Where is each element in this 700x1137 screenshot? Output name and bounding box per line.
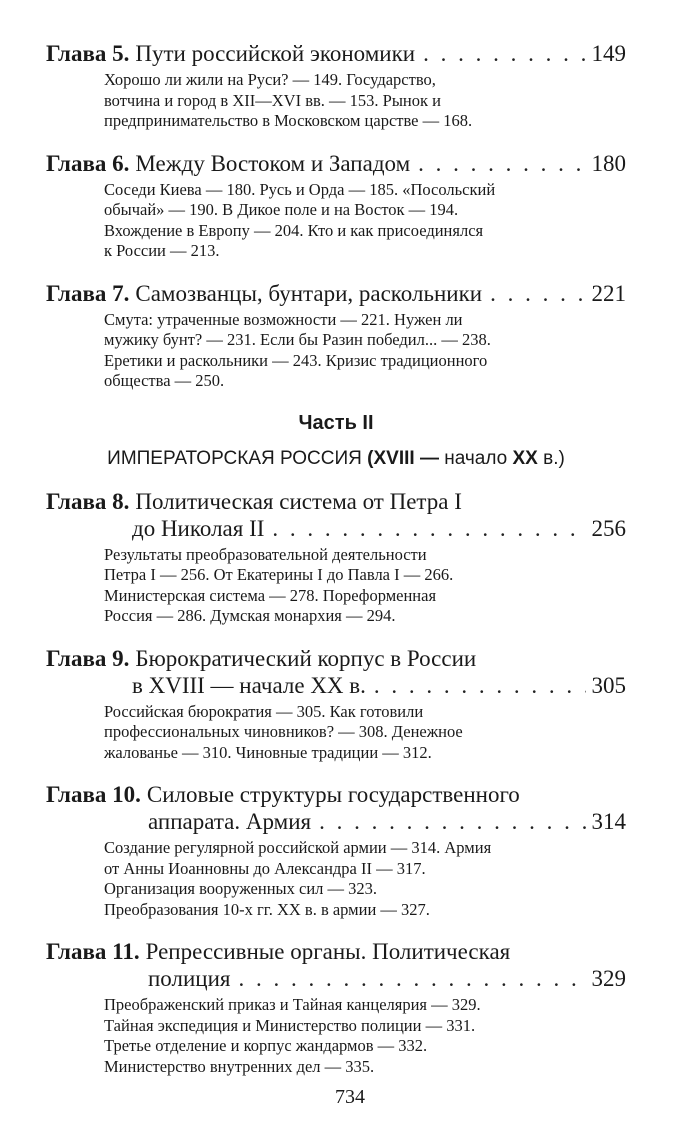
chapter-9	[46, 645, 626, 764]
contents-line: Российская бюрократия — 305. Как готовили	[104, 701, 424, 721]
chapter-title: Между Востоком и Западом	[135, 150, 411, 176]
table-of-contents	[46, 40, 626, 1095]
part-heading	[46, 410, 626, 472]
chapter-label: Глава 11.	[46, 939, 140, 964]
chapter-title-continued: полиция	[148, 966, 231, 991]
contents-line: Преобразования 10-х гг. XX в. в армии — 327.	[104, 899, 430, 919]
contents-line: Вхождение в Европу — 204. Кто и как присоединялся	[104, 220, 484, 240]
part-period-word: начало	[444, 447, 508, 469]
leader-dots	[239, 965, 586, 992]
contents-line: Министерская система — 278. Пореформенная	[104, 585, 437, 605]
chapter-title: Репрессивные органы. Политическая	[145, 939, 511, 964]
contents-line: от Анны Иоанновны до Александра II — 317.	[104, 858, 426, 878]
leader-dots	[490, 280, 585, 307]
contents-line: Третье отделение и корпус жандармов — 332.	[104, 1036, 428, 1055]
chapter-title: Пути российской экономики	[135, 41, 416, 66]
chapter-contents	[104, 702, 626, 764]
chapter-label: Глава 7.	[46, 280, 130, 306]
chapter-label: Глава 6.	[46, 150, 130, 176]
chapter-7	[46, 280, 626, 392]
chapter-title: Бюрократический корпус в России	[135, 645, 477, 671]
contents-line: мужику бунт? — 231. Если бы Разин победил... — 238.	[104, 330, 491, 349]
leader-dots	[423, 40, 585, 67]
part-period-century: XX	[507, 447, 538, 469]
chapter-heading	[46, 938, 626, 965]
leader-dots	[319, 808, 585, 835]
contents-line: к России — 213.	[104, 241, 220, 260]
part-title-main: ИМПЕРАТОРСКАЯ РОССИЯ	[107, 447, 362, 469]
part-title	[46, 446, 626, 472]
chapter-page-number: 221	[591, 280, 626, 306]
chapter-heading-continued	[46, 965, 626, 992]
contents-line: Россия — 286. Думская монархия — 294.	[104, 606, 396, 625]
chapter-label: Глава 8.	[46, 488, 130, 514]
contents-line: Хорошо ли жили на Руси? — 149. Государство,	[104, 70, 436, 89]
chapter-heading	[46, 488, 626, 515]
chapter-label: Глава 9.	[46, 645, 130, 671]
leader-dots	[374, 672, 586, 699]
chapter-page-number: 329	[591, 966, 626, 991]
chapter-heading	[46, 781, 626, 808]
part-period-close: в.)	[537, 447, 565, 469]
contents-line: Тайная экспедиция и Министерство полиции — 331.	[104, 1015, 476, 1035]
page-number: 734	[335, 1086, 365, 1108]
chapter-heading	[46, 40, 626, 67]
contents-line: вотчина и город в XII—XVI вв. — 153. Рынок и	[104, 90, 441, 110]
chapter-title: Силовые структуры государственного	[146, 782, 520, 807]
chapter-contents	[104, 180, 626, 262]
chapter-contents	[104, 70, 626, 132]
chapter-heading-continued	[46, 515, 626, 542]
chapter-page-number: 314	[591, 809, 626, 834]
chapter-label: Глава 10.	[46, 782, 141, 807]
chapter-contents	[104, 838, 626, 920]
chapter-title: Самозванцы, бунтари, раскольники	[135, 280, 483, 306]
contents-line: Министерство внутренних дел — 335.	[104, 1056, 375, 1076]
chapter-heading	[46, 280, 626, 307]
chapter-heading-continued	[46, 808, 626, 835]
contents-line: общества — 250.	[104, 371, 225, 390]
leader-dots	[418, 150, 585, 177]
chapter-5	[46, 40, 626, 132]
chapter-6	[46, 150, 626, 262]
chapter-8	[46, 488, 626, 627]
contents-line: Смута: утраченные возможности — 221. Нужен ли	[104, 309, 463, 329]
chapter-title: Политическая система от Петра I	[135, 488, 462, 514]
chapter-10	[46, 781, 626, 920]
chapter-page-number: 256	[591, 515, 626, 541]
leader-dots	[272, 515, 585, 542]
contents-line: Результаты преобразовательной деятельности	[104, 544, 427, 564]
contents-line: обычай» — 190. В Дикое поле и на Восток — 194.	[104, 200, 459, 219]
chapter-title-continued: аппарата. Армия	[148, 809, 312, 834]
contents-line: предпринимательство в Московском царстве — 168.	[104, 111, 473, 130]
chapter-heading-continued	[46, 672, 626, 699]
contents-line: Еретики и раскольники — 243. Кризис традиционного	[104, 350, 488, 370]
chapter-contents	[104, 310, 626, 392]
part-number: Часть II	[298, 411, 374, 434]
chapter-heading	[46, 645, 626, 672]
chapter-page-number: 180	[591, 150, 626, 176]
chapter-title-continued: до Николая II	[132, 515, 265, 541]
chapter-page-number: 305	[591, 672, 626, 698]
contents-line: Создание регулярной российской армии — 314. Армия	[104, 838, 492, 857]
chapter-contents	[104, 545, 626, 627]
contents-line: Организация вооруженных сил — 323.	[104, 879, 378, 898]
contents-line: Соседи Киева — 180. Русь и Орда — 185. «Посольский	[104, 179, 496, 199]
chapter-title-continued: в XVIII — начале XX в.	[132, 672, 366, 698]
contents-line: Петра I — 256. От Екатерины I до Павла I — 266.	[104, 565, 454, 584]
chapter-11	[46, 938, 626, 1077]
chapter-page-number: 149	[591, 41, 626, 66]
chapter-contents	[104, 995, 626, 1077]
chapter-label: Глава 5.	[46, 41, 130, 66]
contents-line: Преображенский приказ и Тайная канцелярия — 329.	[104, 995, 481, 1014]
contents-line: профессиональных чиновников? — 308. Денежное	[104, 722, 463, 741]
chapter-heading	[46, 150, 626, 177]
contents-line: жалованье — 310. Чиновные традиции — 312.	[104, 742, 432, 762]
part-period-open: (XVIII —	[367, 447, 445, 469]
